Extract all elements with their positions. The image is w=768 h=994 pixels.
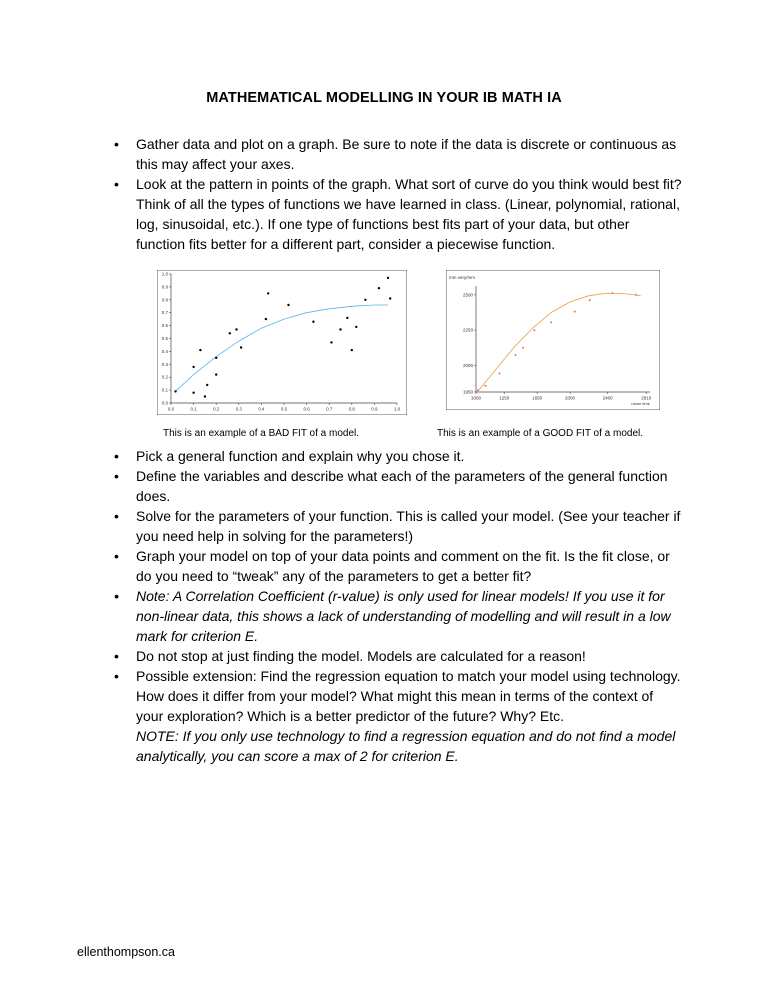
list-item: • Gather data and plot on a graph. Be sure to note if the data is discrete or continuous as this may affect your axes. <box>112 134 682 174</box>
bad-fit-chart <box>157 270 407 415</box>
y-tick-label: 0.3 <box>161 361 168 367</box>
y-tick-label: 1.0 <box>161 271 168 277</box>
list-item: • Look at the pattern in points of the graph. What sort of curve do you think would best fit? Think of all the types of functions we have learned in class. (Linear, polynomial, rational, log, sinusoidal, etc.). If one type of functions best fits part of your data, but other function fits better for a different part, consider a piecewise function. <box>112 174 682 254</box>
data-point <box>355 326 357 328</box>
x-tick-label: 1000 <box>470 395 482 401</box>
x-axis-label: name time <box>631 401 650 406</box>
x-tick-label: 0.8 <box>348 406 355 412</box>
bullet-list-intro <box>112 134 682 254</box>
data-point <box>389 297 391 299</box>
y-axis-label: mm very/mm <box>449 275 475 280</box>
data-point <box>199 349 201 351</box>
data-point <box>312 321 314 323</box>
data-point <box>635 294 637 296</box>
data-point <box>267 292 269 294</box>
data-point <box>204 395 206 397</box>
x-tick-label: 2400 <box>602 395 613 401</box>
good-fit-chart <box>446 270 660 410</box>
data-point <box>515 354 517 356</box>
y-tick-label: 2500 <box>462 292 473 298</box>
extension-text: Possible extension: Find the regression equation to match your model using technology. How does it differ from your model? What might this mean in terms of the context of your exploration? Which is a better predictor of the future? Why? Etc. <box>136 668 681 724</box>
x-tick-label: 0.7 <box>326 406 333 412</box>
x-tick-label: 2810 <box>641 395 652 401</box>
data-point <box>215 357 217 359</box>
list-item: • Define the variables and describe what each of the parameters of the general function does. <box>112 466 682 506</box>
data-point <box>351 349 353 351</box>
list-item: • Graph your model on top of your data points and comment on the fit. Is the fit close, or do you need to “tweak” any of the parameters to get a better fit? <box>112 546 682 586</box>
x-tick-label: 0.9 <box>371 406 378 412</box>
x-tick-label: 0.6 <box>303 406 310 412</box>
data-point <box>550 321 552 323</box>
x-tick-label: 2000 <box>565 395 576 401</box>
x-tick-label: 1.0 <box>393 406 401 412</box>
data-point <box>364 299 366 301</box>
y-tick-label: 1950 <box>462 389 473 395</box>
y-tick-label: 2000 <box>462 363 473 368</box>
y-tick-label: 0.2 <box>161 374 168 380</box>
data-point <box>339 328 341 330</box>
data-point <box>589 299 591 301</box>
x-tick-label: 0.2 <box>213 406 220 412</box>
list-item: • Pick a general function and explain why you chose it. <box>112 446 682 466</box>
data-point <box>522 347 524 349</box>
good-fit-caption: This is an example of a GOOD FIT of a model. <box>437 428 644 439</box>
data-point <box>346 317 348 319</box>
final-note: NOTE: If you only use technology to find a regression equation and do not find a model analytically, you can score a max of 2 for criterion E. <box>136 728 676 764</box>
y-tick-label: 0.0 <box>161 400 168 406</box>
y-tick-label: 0.7 <box>161 310 168 316</box>
data-point <box>378 287 380 289</box>
x-tick-label: 0.5 <box>280 406 288 412</box>
data-point <box>611 292 613 294</box>
data-point <box>192 392 194 394</box>
x-tick-label: 0.4 <box>258 406 265 412</box>
data-point <box>235 328 237 330</box>
data-point <box>206 384 208 386</box>
y-tick-label: 2250 <box>462 327 473 333</box>
y-tick-label: 0.8 <box>161 297 168 303</box>
data-point <box>287 304 289 306</box>
list-item-note: • Note: A Correlation Coefficient (r-value) is only used for linear models! If you use it for non-linear data, this shows a lack of understanding of modelling and will result in a low mark for criterion E. <box>112 586 682 646</box>
data-point <box>533 329 535 331</box>
x-tick-label: 0.1 <box>190 406 197 412</box>
list-item: • Solve for the parameters of your function. This is called your model. (See your teacher if you need help in solving for the parameters!) <box>112 506 682 546</box>
list-item: • Do not stop at just finding the model. Models are calculated for a reason! <box>112 646 682 666</box>
data-point <box>240 346 242 348</box>
data-point <box>330 341 332 343</box>
page-title: MATHEMATICAL MODELLING IN YOUR IB MATH IA <box>206 90 562 106</box>
data-point <box>574 311 576 313</box>
y-tick-label: 0.5 <box>161 336 168 341</box>
data-point <box>229 332 231 334</box>
data-point <box>477 389 479 391</box>
data-point <box>387 277 389 279</box>
data-point <box>499 373 501 375</box>
y-tick-label: 0.9 <box>161 284 168 290</box>
bullet-list-steps <box>112 446 682 766</box>
bad-fit-caption: This is an example of a BAD FIT of a model. <box>163 428 360 439</box>
footer-site: ellenthompson.ca <box>77 945 175 959</box>
x-tick-label: 0.0 <box>167 406 175 412</box>
data-point <box>484 385 486 387</box>
x-tick-label: 0.3 <box>235 406 242 412</box>
data-point <box>215 373 217 375</box>
data-point <box>265 318 267 320</box>
x-tick-label: 1650 <box>532 395 543 401</box>
data-point <box>192 366 194 368</box>
x-tick-label: 1250 <box>499 395 510 401</box>
y-tick-label: 0.6 <box>161 323 168 329</box>
y-tick-label: 0.1 <box>161 387 168 393</box>
y-tick-label: 0.4 <box>161 348 168 354</box>
data-point <box>174 390 176 392</box>
list-item <box>112 666 682 766</box>
